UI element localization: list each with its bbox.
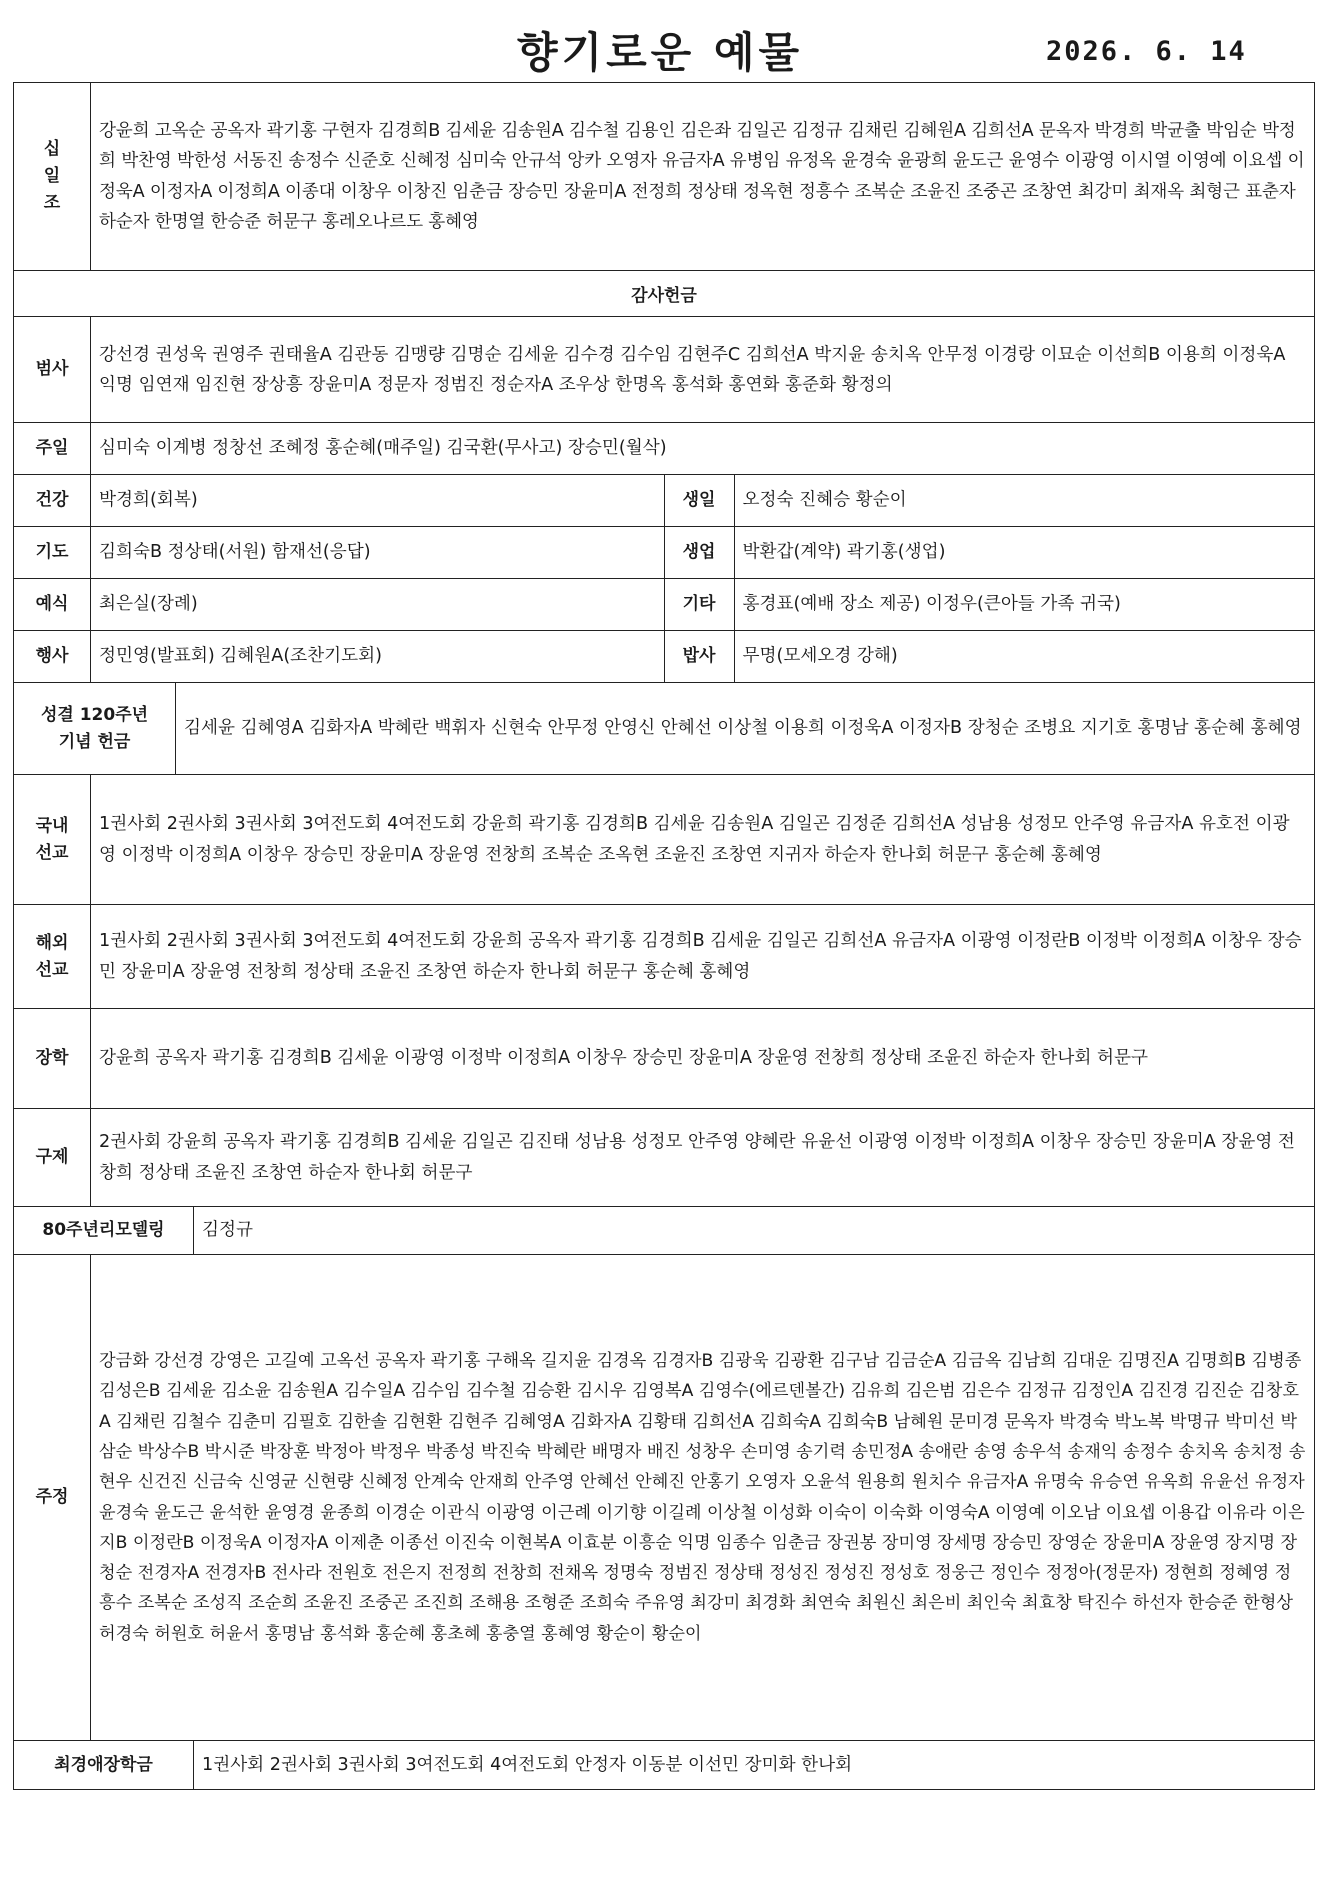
- section-label: 십 일 조: [14, 83, 91, 270]
- row-juil: [14, 423, 1314, 475]
- section-label: 성결 120주년 기념 헌금: [14, 683, 176, 774]
- name-list: 심미숙 이계병 정창선 조혜정 홍순혜(매주일) 김국환(무사고) 장승민(월삭): [99, 438, 667, 459]
- section-label: 구제: [14, 1109, 91, 1206]
- name-list: 김정규: [202, 1220, 253, 1241]
- name-list: 강선경 권성욱 권영주 권태율A 김관동 김맹량 김명순 김세윤 김수경 김수임 김현주C 김희선A 박지윤 송치옥 안무정 이경랑 이묘순 이선희B 이용희 이정욱A 익명 임연재 임진현 장상흥 장윤미A 정문자 정범진 정순자A 조우상 한명옥 홍석화 홍연화 홍준화 황정의: [99, 344, 1286, 395]
- name-list: 강금화 강선경 강영은 고길예 고옥선 공옥자 곽기홍 구해옥 길지윤 김경옥 김경자B 김광욱 김광환 김구남 김금순A 김금옥 김남희 김대운 김명진A 김명희B 김병종 김성은B 김세윤 김소윤 김송원A 김수일A 김수임 김수철 김승환 김시우 김영복A 김영수(에르덴볼간) 김유희 김은범 김은수 김정규 김정인A 김진경 김진순 김창호A 김채린 김철수 김춘미 김필호 김한솔 김현환 김현주 김혜영A 김화자A 김황태 김희선A 김희숙A 김희숙B 남혜원 문미경 문옥자 박경숙 박노복 박명규 박미선 박삼순 박상수B 박시준 박장훈 박정아 박정우 박종성 박진숙 박혜란 배명자 배진 성창우 손미영 송기력 송민정A 송애란 송영 송우석 송재익 송정수 송치옥 송치정 송현우 신건진 신금숙 신영균 신현량 신혜정 안계숙 안재희 안주영 안혜선 안혜진 안홍기 오영자 오윤석 원용희 원치수 유금자A 유명숙 유승연 유옥희 유윤선 유정자 윤경숙 윤도근 윤석한 윤영경 윤종희 이경순 이관식 이광영 이근례 이기향 이길례 이상철 이성화 이숙이 이숙화 이영숙A 이영예 이오남 이요셉 이용갑 이유라 이은지B 이정란B 이정욱A 이정자A 이제춘 이종선 이진숙 이현복A 이효분 이흥순 익명 임종수 임춘금 장권봉 장미영 장세명 장승민 장영순 장윤미A 장윤영 장지명 장청순 전경자A 전경자B 전사라 전원호 전은지 전정희 전창희 전채옥 정명숙 정범진 정상태 정성진 정성진 정성호 정웅근 정인수 정정아(정문자) 정현희 정혜영 정흥수 조복순 조성직 조순희 조윤진 조중곤 조진희 조해용 조형준 조희숙 주유영 최강미 최경화 최연숙 최원신 최은비 최인숙 최효창 탁진수 하선자 한승준 한형상 허경숙 허원호 허윤서 홍명남 홍석화 홍순혜 홍초혜 홍충열 홍혜영 황순이 황순이: [99, 1351, 1306, 1644]
- row-sipilljo: [14, 83, 1314, 271]
- row-event-rice: [14, 631, 1314, 683]
- section-label: 주일: [14, 423, 91, 474]
- section-label: 장학: [14, 1009, 91, 1108]
- name-list: 김세윤 김혜영A 김화자A 박혜란 백휘자 신현숙 안무정 안영신 안혜선 이상철 이용희 이정욱A 이정자B 장청순 조병요 지기호 홍명남 홍순혜 홍혜영: [184, 718, 1302, 738]
- row-remodel: [14, 1207, 1314, 1255]
- row-domestic: [14, 775, 1314, 905]
- row-prayer-business: [14, 527, 1314, 579]
- name-list: 박환갑(계약) 곽기홍(생업): [742, 542, 946, 563]
- page-header: [0, 0, 1332, 82]
- page-title: 향기로운 예물: [516, 28, 804, 77]
- row-designated: [14, 1255, 1314, 1741]
- section-label: 국내 선교: [14, 775, 91, 904]
- section-label: 기도: [14, 527, 91, 578]
- name-list: 1권사회 2권사회 3권사회 3여전도회 4여전도회 강윤희 곽기홍 김경희B 김세윤 김송원A 김일곤 김정준 김희선A 성남용 성정모 안주영 유금자A 유호전 이광영 이정박 이정희A 이창우 장승민 장윤미A 장윤영 전창희 조복순 조옥현 조윤진 조창연 지귀자 하순자 한나회 허문구 홍순혜 홍혜영: [99, 814, 1290, 865]
- offering-table: [13, 82, 1315, 1790]
- section-label: 생업: [665, 527, 735, 578]
- section-label: 밥사: [665, 631, 735, 682]
- section-label: 해외 선교: [14, 905, 91, 1008]
- name-list: 강윤희 공옥자 곽기홍 김경희B 김세윤 이광영 이정박 이정희A 이창우 장승민 장윤미A 장윤영 전창희 정상태 조윤진 하순자 한나회 허문구: [99, 1048, 1148, 1068]
- row-relief: [14, 1109, 1314, 1207]
- name-list: 홍경표(예배 장소 제공) 이정우(큰아들 가족 귀국): [742, 594, 1121, 615]
- name-list: 2권사회 강윤희 공옥자 곽기홍 김경희B 김세윤 김일곤 김진태 성남용 성정모 안주영 양혜란 유윤선 이광영 이정박 이정희A 이창우 장승민 장윤미A 장윤영 전창희 정상태 조윤진 조창연 하순자 한나회 허문구: [99, 1131, 1295, 1183]
- name-list: 정민영(발표회) 김혜원A(조찬기도회): [99, 646, 383, 667]
- name-list: 김희숙B 정상태(서원) 함재선(응답): [99, 542, 371, 563]
- name-list: 1권사회 2권사회 3권사회 3여전도회 4여전도회 강윤희 공옥자 곽기홍 김경희B 김세윤 김일곤 김희선A 유금자A 이광영 이정란B 이정박 이정희A 이창우 장승민 장윤미A 장윤영 전창희 정상태 조윤진 조창연 하순자 한나회 허문구 홍순혜 홍혜영: [99, 930, 1302, 982]
- section-label: 예식: [14, 579, 91, 630]
- section-label: 기타: [665, 579, 735, 630]
- section-label: 건강: [14, 475, 91, 526]
- name-list: 강윤희 고옥순 공옥자 곽기홍 구현자 김경희B 김세윤 김송원A 김수철 김용인 김은좌 김일곤 김정규 김채린 김혜원A 김희선A 문옥자 박경희 박균출 박임순 박정희 박찬영 박한성 서동진 송정수 신준호 신혜정 심미숙 안규석 앙카 오영자 유금자A 유병임 유정옥 윤경숙 윤광희 윤도근 윤영수 이광영 이시열 이영예 이요셉 이정욱A 이정자A 이정희A 이종대 이창우 이창진 임춘금 장승민 장윤미A 전정희 정상태 정옥현 정흥수 조복순 조윤진 조중곤 조창연 최강미 최재옥 최형근 표춘자 하순자 한명열 한승준 허문구 홍레오나르도 홍혜영: [99, 120, 1305, 232]
- row-ceremony-other: [14, 579, 1314, 631]
- page-date: 2026. 6. 14: [1046, 36, 1247, 67]
- name-list: 오정숙 진혜승 황순이: [742, 490, 907, 511]
- row-beomsa: [14, 317, 1314, 423]
- section-label: 생일: [665, 475, 735, 526]
- section-label: 행사: [14, 631, 91, 682]
- name-list: 무명(모세오경 강해): [742, 646, 898, 667]
- section-label: 주정: [14, 1255, 91, 1740]
- name-list: 최은실(장례): [99, 594, 198, 615]
- name-list: 1권사회 2권사회 3권사회 3여전도회 4여전도회 안정자 이동분 이선민 장미화 한나회: [202, 1754, 853, 1775]
- section-label: 최경애장학금: [14, 1741, 194, 1789]
- row-overseas: [14, 905, 1314, 1009]
- name-list: 박경희(회복): [99, 490, 198, 511]
- row-health-birthday: [14, 475, 1314, 527]
- section-label: 80주년리모델링: [14, 1207, 194, 1254]
- section-label: 범사: [14, 317, 91, 422]
- row-scholarship: [14, 1009, 1314, 1109]
- row-anniversary: [14, 683, 1314, 775]
- section-heading: 감사헌금: [631, 286, 697, 306]
- row-choi-scholarship: [14, 1741, 1314, 1789]
- row-thanks-header: [14, 271, 1314, 317]
